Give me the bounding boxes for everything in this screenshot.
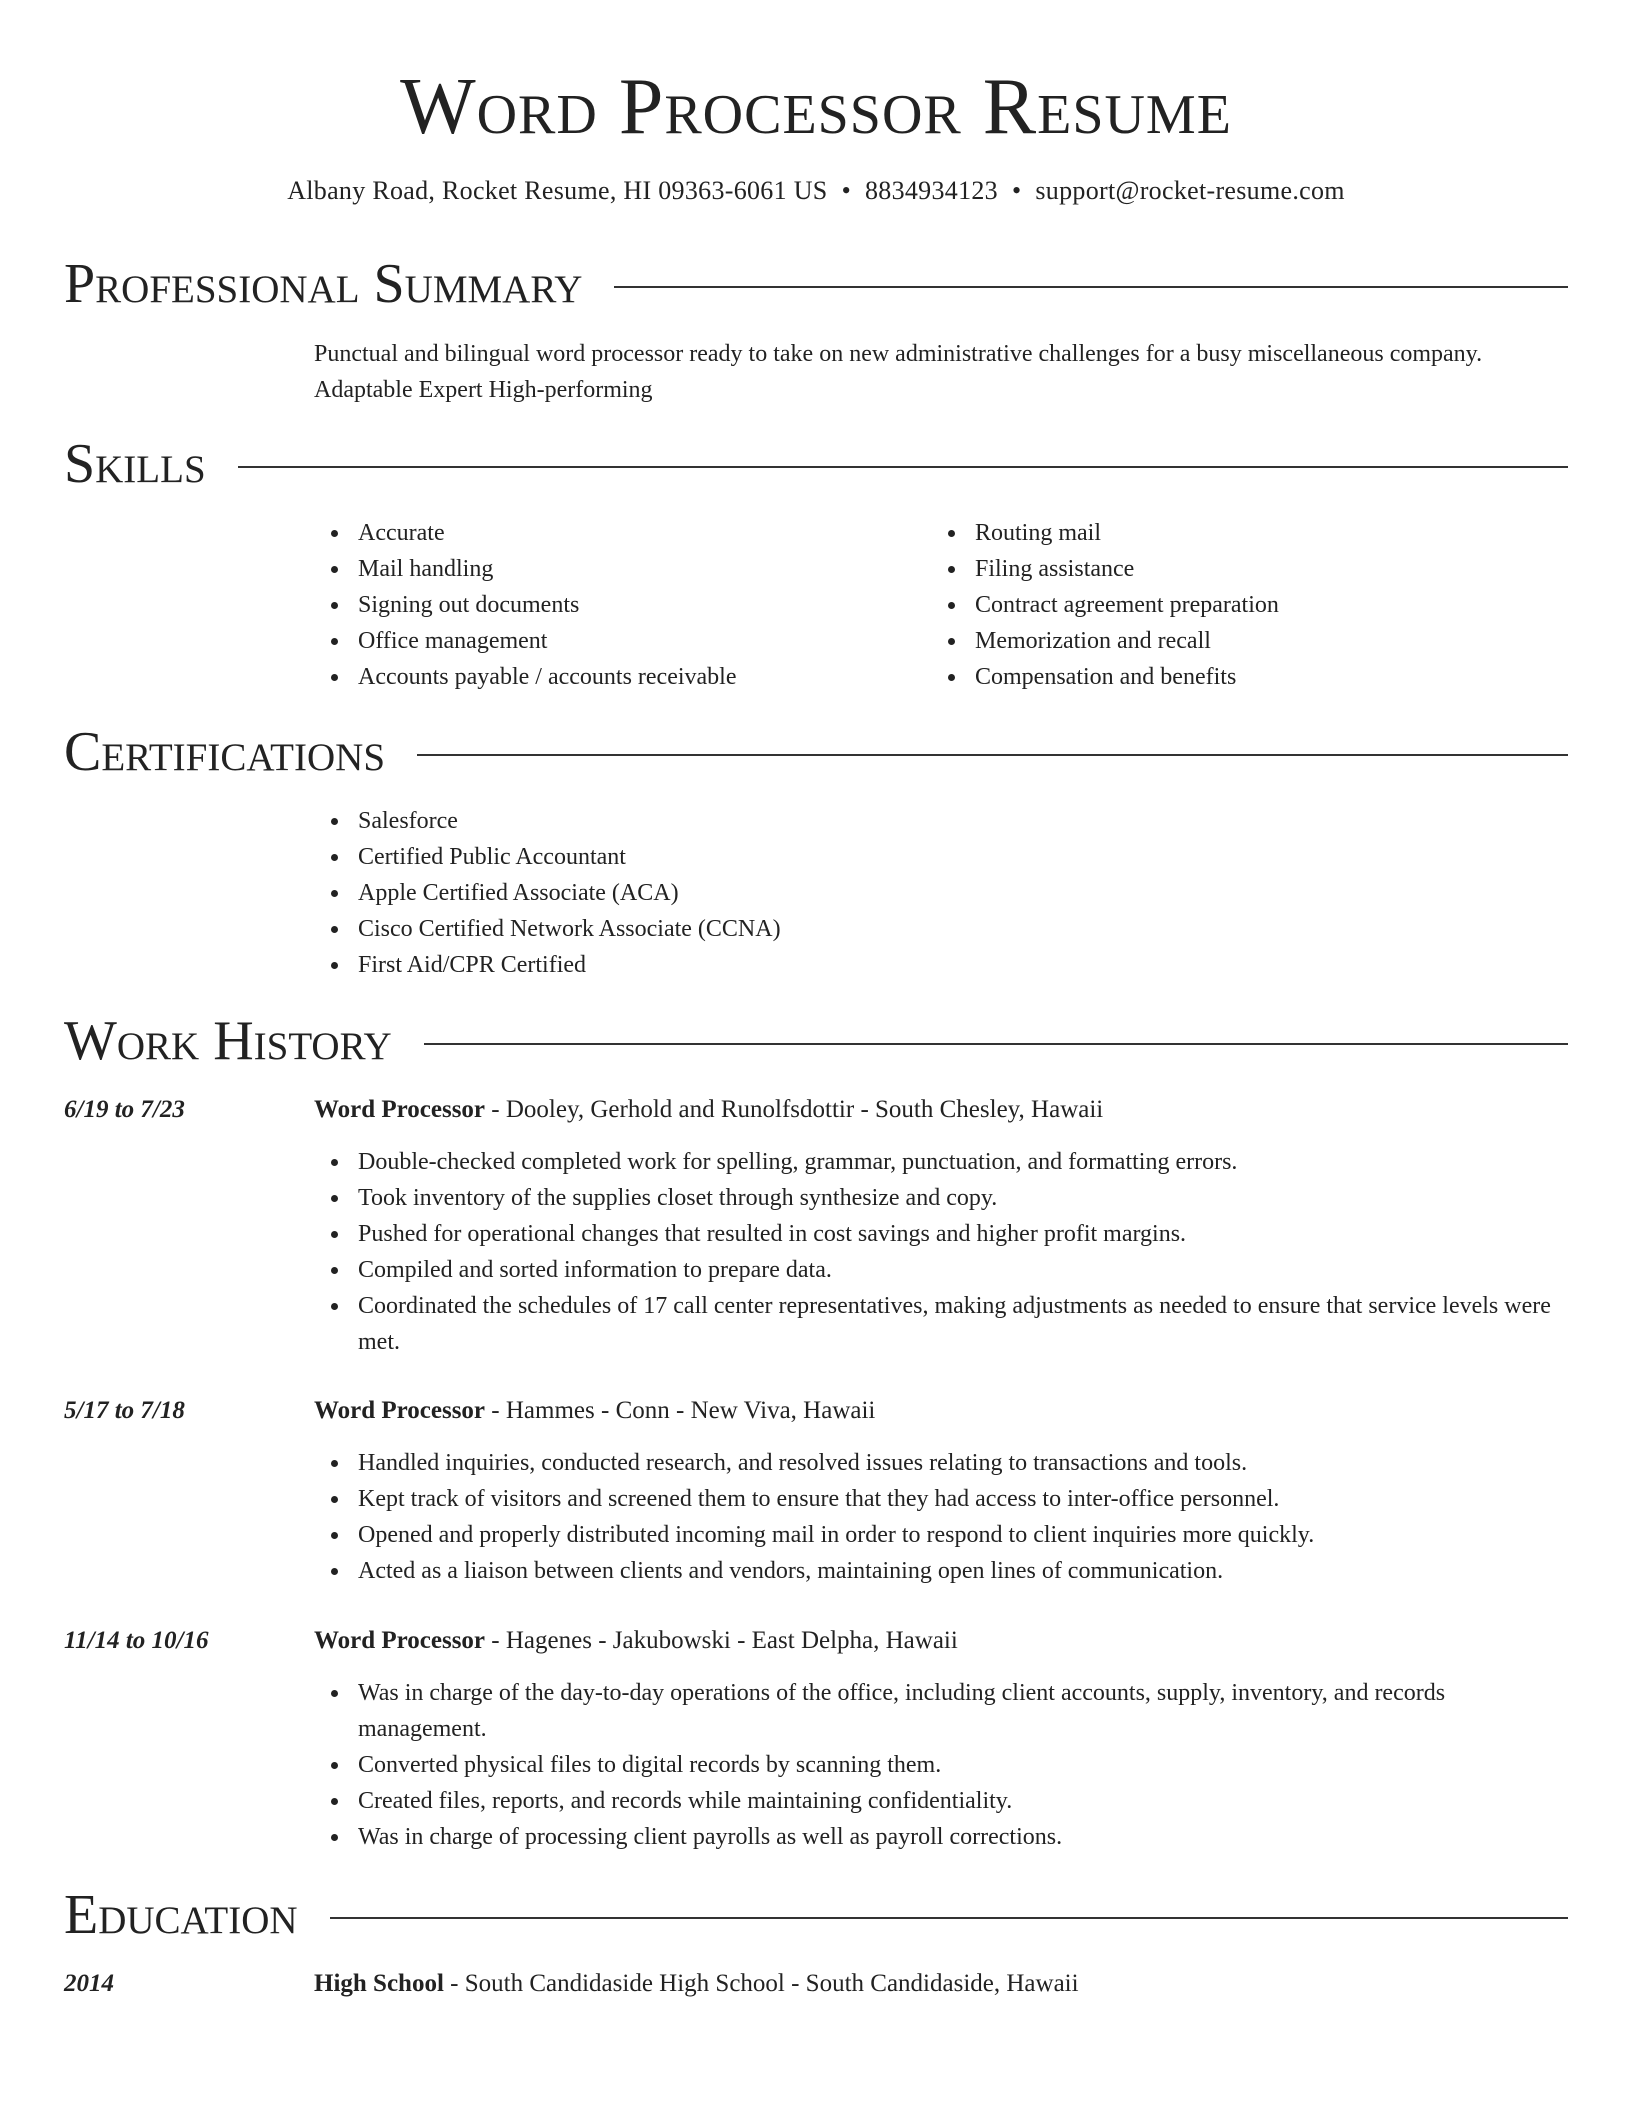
job-title: Word Processor: [314, 1096, 486, 1123]
certification-item: Cisco Certified Network Associate (CCNA): [314, 911, 1568, 947]
summary-text-line: Punctual and bilingual word processor ready to take on new administrative challenges for a busy miscellaneous company.: [314, 341, 1483, 367]
skill-item: Signing out documents: [314, 587, 931, 623]
contact-phone: 8834934123: [864, 176, 998, 205]
certifications-section-header: [64, 720, 1568, 784]
skills-list-right: [931, 515, 1548, 695]
certification-item: First Aid/CPR Certified: [314, 947, 1568, 983]
job-dates: 6/19 to 7/23: [64, 1096, 185, 1123]
skills-section-header: [64, 432, 1568, 496]
skills-heading: Skills: [64, 433, 206, 495]
certifications-body: [314, 803, 1568, 983]
job-details: - Hagenes - Jakubowski - East Delpha, Hawaii: [485, 1627, 958, 1654]
certifications-list: [314, 803, 1568, 983]
section-divider: [330, 1917, 1568, 1919]
contact-line: [0, 173, 1632, 209]
skill-item: Compensation and benefits: [931, 659, 1548, 695]
education-heading: Education: [64, 1884, 298, 1946]
job-bullet: Took inventory of the supplies closet through synthesize and copy.: [314, 1180, 1568, 1216]
contact-separator: •: [841, 176, 851, 205]
job-dates: 5/17 to 7/18: [64, 1397, 185, 1424]
job-bullet: Kept track of visitors and screened them to ensure that they had access to inter-office personnel.: [314, 1481, 1568, 1517]
skill-item: Contract agreement preparation: [931, 587, 1548, 623]
job-bullet: Double-checked completed work for spelling, grammar, punctuation, and formatting errors.: [314, 1144, 1568, 1180]
section-divider: [614, 286, 1568, 288]
work-section-header: [64, 1009, 1568, 1073]
job-bullets: [314, 1675, 1568, 1855]
job-header: [314, 1393, 875, 1429]
section-divider: [238, 466, 1568, 468]
education-degree: High School: [314, 1970, 444, 1997]
job-bullet: Converted physical files to digital records by scanning them.: [314, 1747, 1568, 1783]
job-header: [314, 1623, 958, 1659]
contact-email: support@rocket-resume.com: [1035, 176, 1345, 205]
job-body: [314, 1675, 1568, 1855]
job-bullets: [314, 1445, 1568, 1589]
skills-list-left: [314, 515, 931, 695]
job-bullet: Compiled and sorted information to prepare data.: [314, 1252, 1568, 1288]
skill-item: Routing mail: [931, 515, 1548, 551]
job-body: [314, 1144, 1568, 1360]
summary-text-line: Adaptable Expert High-performing: [314, 377, 653, 403]
job-details: - Hammes - Conn - New Viva, Hawaii: [485, 1397, 876, 1424]
education-year: 2014: [64, 1970, 114, 1997]
skills-body: [314, 515, 1568, 695]
education-section-header: [64, 1883, 1568, 1947]
certification-item: Apple Certified Associate (ACA): [314, 875, 1568, 911]
section-divider: [424, 1043, 1568, 1045]
job-title: Word Processor: [314, 1397, 486, 1424]
skill-item: Memorization and recall: [931, 623, 1548, 659]
work-heading: Work History: [64, 1010, 392, 1072]
job-title: Word Processor: [314, 1627, 486, 1654]
summary-section-header: [64, 252, 1568, 316]
job-bullets: [314, 1144, 1568, 1360]
skill-item: Accurate: [314, 515, 931, 551]
summary-body: [314, 336, 1568, 408]
job-bullet: Opened and properly distributed incoming mail in order to respond to client inquiries more quickly.: [314, 1517, 1568, 1553]
education-header: [314, 1966, 1079, 2002]
skill-item: Accounts payable / accounts receivable: [314, 659, 931, 695]
certifications-heading: Certifications: [64, 721, 386, 783]
skill-item: Office management: [314, 623, 931, 659]
summary-heading: Professional Summary: [64, 253, 583, 315]
resume-title: Word Processor Resume: [400, 63, 1232, 151]
job-dates: 11/14 to 10/16: [64, 1627, 209, 1654]
job-details: - Dooley, Gerhold and Runolfsdottir - South Chesley, Hawaii: [485, 1096, 1104, 1123]
skill-item: Filing assistance: [931, 551, 1548, 587]
education-details: - South Candidaside High School - South Candidaside, Hawaii: [443, 1970, 1079, 1997]
job-bullet: Handled inquiries, conducted research, and resolved issues relating to transactions and tools.: [314, 1445, 1568, 1481]
job-bullet: Pushed for operational changes that resulted in cost savings and higher profit margins.: [314, 1216, 1568, 1252]
job-bullet: Coordinated the schedules of 17 call center representatives, making adjustments as needed to ensure that service levels were met.: [314, 1288, 1568, 1360]
skill-item: Mail handling: [314, 551, 931, 587]
contact-separator: •: [1011, 176, 1022, 205]
contact-address: Albany Road, Rocket Resume, HI 09363-6061 US: [287, 176, 828, 205]
certification-item: Certified Public Accountant: [314, 839, 1568, 875]
job-bullet: Acted as a liaison between clients and vendors, maintaining open lines of communication.: [314, 1553, 1568, 1589]
job-bullet: Created files, reports, and records while maintaining confidentiality.: [314, 1783, 1568, 1819]
section-divider: [417, 754, 1568, 756]
job-body: [314, 1445, 1568, 1589]
job-bullet: Was in charge of the day-to-day operations of the office, including client accounts, supply, inventory, and records management.: [314, 1675, 1568, 1747]
job-bullet: Was in charge of processing client payrolls as well as payroll corrections.: [314, 1819, 1568, 1855]
job-header: [314, 1092, 1103, 1128]
certification-item: Salesforce: [314, 803, 1568, 839]
